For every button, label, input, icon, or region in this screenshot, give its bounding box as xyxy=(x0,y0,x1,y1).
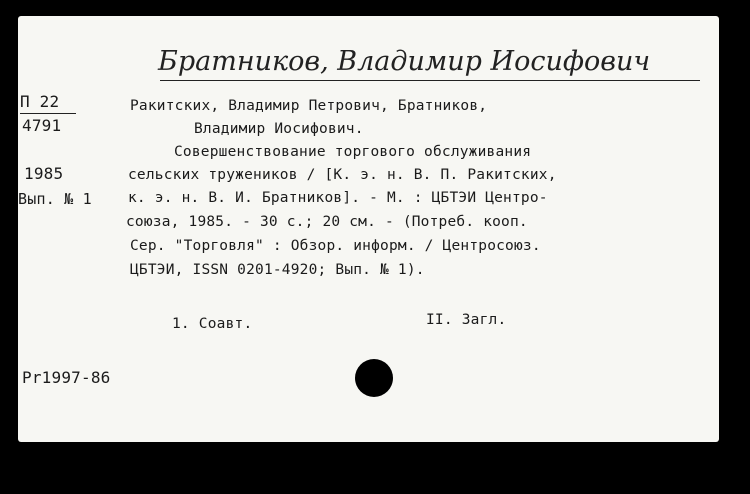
body-line-1: Ракитских, Владимир Петрович, Братников, xyxy=(130,98,488,114)
handwritten-heading: Братников, Владимир Иосифович xyxy=(158,46,651,77)
year-mark: 1985 xyxy=(24,164,64,183)
issue-mark: Вып. № 1 xyxy=(18,190,92,208)
body-line-4: сельских тружеников / [К. э. н. В. П. Ракитских, xyxy=(128,167,557,183)
punch-hole xyxy=(355,359,393,397)
catalog-card xyxy=(18,16,719,442)
heading-underline xyxy=(160,80,700,81)
tracing-title: II. Загл. xyxy=(426,312,507,328)
body-line-3: Совершенствование торгового обслуживания xyxy=(174,144,532,160)
body-line-8: ЦБТЭИ, ISSN 0201-4920; Вып. № 1). xyxy=(130,262,425,278)
body-line-7: Сер. "Торговля" : Обзор. информ. / Центросоюз. xyxy=(130,238,541,254)
call-number-bottom: 4791 xyxy=(22,116,62,135)
call-number-divider xyxy=(20,113,76,114)
body-line-6: союза, 1985. - 30 с.; 20 см. - (Потреб. кооп. xyxy=(126,214,528,230)
body-line-5: к. э. н. В. И. Братников]. - М. : ЦБТЭИ Центро- xyxy=(128,190,548,206)
tracing-coauthor: 1. Соавт. xyxy=(172,316,253,332)
accession-number: Рr1997-86 xyxy=(22,368,111,387)
body-line-2: Владимир Иосифович. xyxy=(194,121,364,137)
call-number-top: П 22 xyxy=(20,92,60,111)
